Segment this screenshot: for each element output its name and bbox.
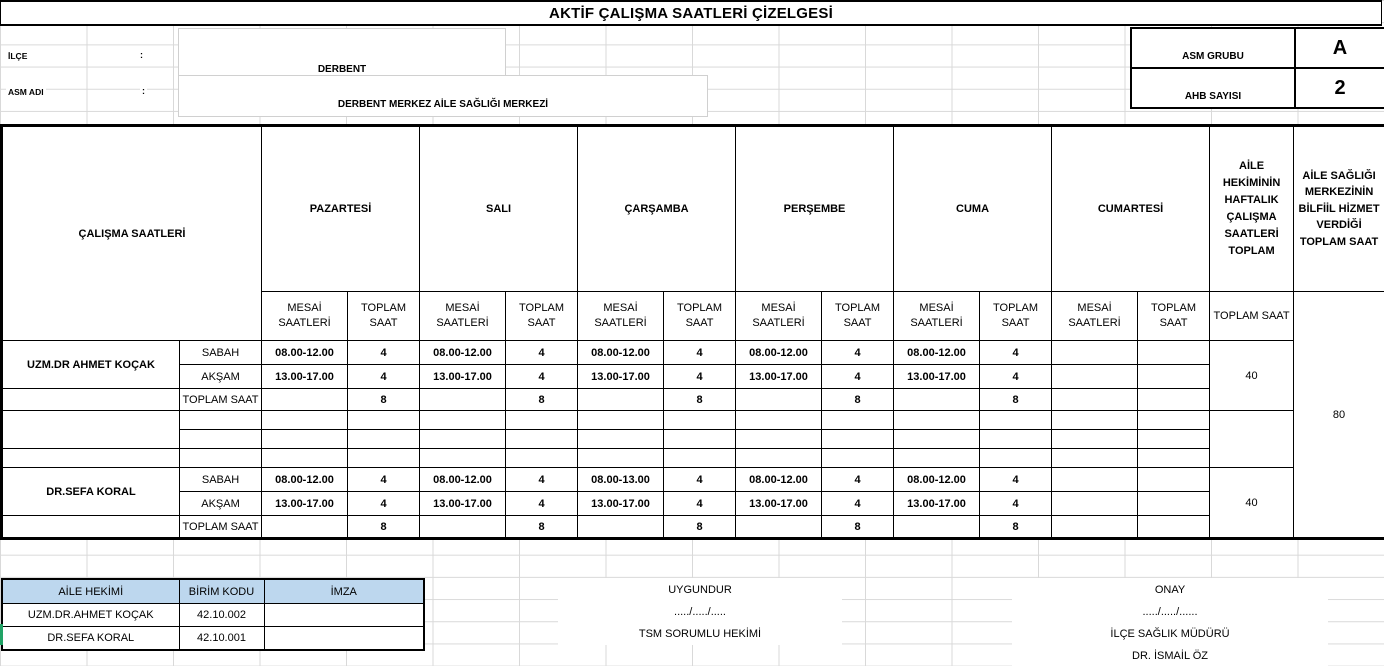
day-header-cumartesi: CUMARTESİ xyxy=(1052,126,1210,292)
doctor-name-cell[interactable]: DR.SEFA KORAL xyxy=(2,468,180,516)
data-cell[interactable] xyxy=(1052,516,1138,539)
empty-cell[interactable] xyxy=(262,430,348,449)
data-cell[interactable] xyxy=(578,516,664,539)
data-cell[interactable]: 08.00-12.00 xyxy=(262,468,348,492)
data-cell[interactable] xyxy=(894,516,980,539)
data-cell[interactable]: 8 xyxy=(822,389,894,411)
empty-cell[interactable] xyxy=(506,430,578,449)
weekly-total-cell[interactable]: 40 xyxy=(1210,341,1294,411)
data-cell[interactable]: 4 xyxy=(664,341,736,365)
subheader-toplam: TOPLAM SAAT xyxy=(506,292,578,341)
empty-cell[interactable] xyxy=(736,430,822,449)
data-cell[interactable]: 4 xyxy=(980,492,1052,516)
ilce-label: İLÇE xyxy=(8,51,28,61)
empty-cell[interactable] xyxy=(1052,411,1138,430)
weekly-total-cell[interactable]: 40 xyxy=(1210,468,1294,539)
empty-cell[interactable] xyxy=(1138,449,1210,468)
data-cell[interactable] xyxy=(1138,516,1210,539)
data-cell[interactable]: 4 xyxy=(822,341,894,365)
asm-adi-value-cell[interactable]: DERBENT MERKEZ AİLE SAĞLIĞI MERKEZİ xyxy=(178,75,708,117)
data-cell[interactable]: 8 xyxy=(822,516,894,539)
signature-imza-cell[interactable] xyxy=(264,604,424,627)
empty-cell[interactable] xyxy=(894,430,980,449)
row-label-aksam: AKŞAM xyxy=(180,492,262,516)
data-cell[interactable]: 8 xyxy=(506,516,578,539)
data-cell[interactable]: 8 xyxy=(348,516,420,539)
empty-cell[interactable] xyxy=(348,430,420,449)
data-cell[interactable] xyxy=(1052,492,1138,516)
empty-cell[interactable] xyxy=(1138,411,1210,430)
corner-header-calisma-saatleri: ÇALIŞMA SAATLERİ xyxy=(2,126,262,341)
day-header-persembe: PERŞEMBE xyxy=(736,126,894,292)
subheader-toplam: TOPLAM SAAT xyxy=(348,292,420,341)
onay-title: ONAY xyxy=(1154,583,1186,596)
data-cell[interactable] xyxy=(262,389,348,411)
ahb-count-label: AHB SAYISI xyxy=(1132,69,1296,107)
data-cell[interactable]: 08.00-12.00 xyxy=(420,341,506,365)
data-cell[interactable] xyxy=(420,516,506,539)
data-cell[interactable]: 8 xyxy=(664,389,736,411)
data-cell[interactable]: 13.00-17.00 xyxy=(262,365,348,389)
empty-doctor-name-cell[interactable] xyxy=(2,411,180,449)
data-cell[interactable]: 13.00-17.00 xyxy=(894,492,980,516)
day-header-pazartesi: PAZARTESİ xyxy=(262,126,420,292)
signature-imza-cell[interactable] xyxy=(264,627,424,651)
data-cell[interactable]: 4 xyxy=(980,341,1052,365)
empty-cell[interactable] xyxy=(2,389,180,411)
empty-cell[interactable] xyxy=(980,449,1052,468)
page-title: AKTİF ÇALIŞMA SAATLERİ ÇİZELGESİ xyxy=(0,0,1382,26)
data-cell[interactable]: 4 xyxy=(664,492,736,516)
data-cell[interactable]: 13.00-17.00 xyxy=(578,492,664,516)
uygundur-signer-title: TSM SORUMLU HEKİMİ xyxy=(638,628,762,640)
onay-date-line: ...../...../...... xyxy=(1142,606,1198,618)
data-cell[interactable] xyxy=(1138,468,1210,492)
data-cell[interactable] xyxy=(1138,341,1210,365)
data-cell[interactable]: 4 xyxy=(664,468,736,492)
data-cell[interactable]: 08.00-13.00 xyxy=(578,468,664,492)
empty-cell[interactable] xyxy=(2,449,180,468)
data-cell[interactable] xyxy=(1052,389,1138,411)
data-cell[interactable]: 4 xyxy=(822,492,894,516)
subheader-mesai: MESAİ SAATLERİ xyxy=(1052,292,1138,341)
empty-cell[interactable] xyxy=(1052,449,1138,468)
subheader-toplam: TOPLAM SAAT xyxy=(1138,292,1210,341)
data-cell[interactable] xyxy=(736,389,822,411)
weekly-subheader-toplam: TOPLAM SAAT xyxy=(1210,292,1294,341)
data-cell[interactable]: 8 xyxy=(348,389,420,411)
data-cell[interactable]: 4 xyxy=(506,365,578,389)
data-cell[interactable] xyxy=(262,516,348,539)
signature-header-aile-hekimi: AİLE HEKİMİ xyxy=(2,579,179,604)
empty-cell[interactable] xyxy=(578,449,664,468)
data-cell[interactable] xyxy=(420,389,506,411)
empty-cell[interactable] xyxy=(980,430,1052,449)
ilce-colon: : xyxy=(140,50,143,60)
empty-cell[interactable] xyxy=(894,411,980,430)
signature-header-birim-kodu: BİRİM KODU xyxy=(179,579,264,604)
empty-cell[interactable] xyxy=(262,411,348,430)
empty-cell[interactable] xyxy=(736,449,822,468)
data-cell[interactable]: 13.00-17.00 xyxy=(262,492,348,516)
empty-cell[interactable] xyxy=(822,430,894,449)
empty-cell[interactable] xyxy=(180,411,262,430)
data-cell[interactable]: 4 xyxy=(348,468,420,492)
signature-unit-code[interactable]: 42.10.001 xyxy=(179,627,264,651)
data-cell[interactable] xyxy=(1052,468,1138,492)
data-cell[interactable]: 13.00-17.00 xyxy=(736,365,822,389)
empty-cell[interactable] xyxy=(180,430,262,449)
grand-total-cell[interactable]: 80 xyxy=(1294,292,1384,539)
data-cell[interactable]: 4 xyxy=(348,492,420,516)
asm-group-box xyxy=(1130,27,1384,109)
empty-cell[interactable] xyxy=(578,430,664,449)
signature-table xyxy=(1,578,425,651)
empty-cell[interactable] xyxy=(262,449,348,468)
asm-group-value-cell[interactable]: A xyxy=(1332,36,1348,59)
uygundur-approval-block xyxy=(558,578,842,645)
data-cell[interactable]: 4 xyxy=(506,341,578,365)
asm-adi-label: ASM ADI xyxy=(8,87,44,97)
empty-cell[interactable] xyxy=(420,411,506,430)
asm-adi-colon: : xyxy=(142,86,145,96)
signature-doctor-name[interactable]: DR.SEFA KORAL xyxy=(2,627,179,651)
data-cell[interactable]: 8 xyxy=(506,389,578,411)
empty-cell[interactable] xyxy=(420,430,506,449)
subheader-mesai: MESAİ SAATLERİ xyxy=(578,292,664,341)
data-cell[interactable]: 08.00-12.00 xyxy=(736,341,822,365)
empty-cell[interactable] xyxy=(348,449,420,468)
subheader-toplam: TOPLAM SAAT xyxy=(664,292,736,341)
data-cell[interactable]: 08.00-12.00 xyxy=(894,468,980,492)
subheader-toplam: TOPLAM SAAT xyxy=(822,292,894,341)
data-cell[interactable]: 08.00-12.00 xyxy=(262,341,348,365)
empty-cell[interactable] xyxy=(506,411,578,430)
data-cell[interactable]: 08.00-12.00 xyxy=(420,468,506,492)
onay-approval-block xyxy=(1012,578,1328,666)
empty-cell[interactable] xyxy=(664,430,736,449)
signature-unit-code[interactable]: 42.10.002 xyxy=(179,604,264,627)
ahb-count-row xyxy=(1132,69,1384,107)
data-cell[interactable]: 4 xyxy=(348,365,420,389)
data-cell[interactable]: 8 xyxy=(664,516,736,539)
data-cell[interactable] xyxy=(894,389,980,411)
grand-total-header: AİLE SAĞLIĞI MERKEZİNİN BİLFİİL HİZMET VERDİĞİ TOPLAM SAAT xyxy=(1294,126,1384,292)
data-cell[interactable]: 4 xyxy=(664,365,736,389)
data-cell[interactable]: 4 xyxy=(506,492,578,516)
subheader-mesai: MESAİ SAATLERİ xyxy=(736,292,822,341)
data-cell[interactable] xyxy=(1052,341,1138,365)
data-cell[interactable]: 08.00-12.00 xyxy=(894,341,980,365)
empty-cell[interactable] xyxy=(822,411,894,430)
data-cell[interactable]: 4 xyxy=(980,365,1052,389)
data-cell[interactable]: 4 xyxy=(980,468,1052,492)
data-cell[interactable] xyxy=(1138,492,1210,516)
uygundur-title: UYGUNDUR xyxy=(668,583,732,596)
empty-cell[interactable] xyxy=(348,411,420,430)
subheader-toplam: TOPLAM SAAT xyxy=(980,292,1052,341)
empty-cell[interactable] xyxy=(822,449,894,468)
data-cell[interactable]: 08.00-12.00 xyxy=(578,341,664,365)
doctor-name-cell[interactable]: UZM.DR AHMET KOÇAK xyxy=(2,341,180,389)
empty-cell[interactable] xyxy=(1052,430,1138,449)
data-cell[interactable]: 08.00-12.00 xyxy=(736,468,822,492)
empty-weekly-total-cell[interactable] xyxy=(1210,411,1294,468)
data-cell[interactable]: 8 xyxy=(980,389,1052,411)
empty-cell[interactable] xyxy=(736,411,822,430)
row-label-toplam: TOPLAM SAAT xyxy=(180,516,262,539)
ilce-value-cell[interactable]: DERBENT xyxy=(178,28,506,83)
data-cell[interactable]: 13.00-17.00 xyxy=(736,492,822,516)
data-cell[interactable] xyxy=(736,516,822,539)
empty-cell[interactable] xyxy=(180,449,262,468)
empty-cell[interactable] xyxy=(894,449,980,468)
row-label-toplam: TOPLAM SAAT xyxy=(180,389,262,411)
uygundur-date-line: ...../...../..... xyxy=(674,606,726,618)
empty-cell[interactable] xyxy=(578,411,664,430)
empty-cell[interactable] xyxy=(2,516,180,539)
data-cell[interactable] xyxy=(578,389,664,411)
subheader-mesai: MESAİ SAATLERİ xyxy=(420,292,506,341)
data-cell[interactable]: 4 xyxy=(506,468,578,492)
data-cell[interactable]: 8 xyxy=(980,516,1052,539)
data-cell[interactable]: 4 xyxy=(822,365,894,389)
data-cell[interactable]: 13.00-17.00 xyxy=(894,365,980,389)
ahb-count-value-cell[interactable]: 2 xyxy=(1334,76,1346,99)
data-cell[interactable]: 4 xyxy=(822,468,894,492)
data-cell[interactable]: 13.00-17.00 xyxy=(578,365,664,389)
empty-cell[interactable] xyxy=(1138,430,1210,449)
empty-cell[interactable] xyxy=(664,411,736,430)
data-cell[interactable]: 13.00-17.00 xyxy=(420,365,506,389)
subheader-mesai: MESAİ SAATLERİ xyxy=(894,292,980,341)
asm-group-row xyxy=(1132,29,1384,69)
row-label-aksam: AKŞAM xyxy=(180,365,262,389)
signature-header-imza: İMZA xyxy=(264,579,424,604)
signature-doctor-name[interactable]: UZM.DR.AHMET KOÇAK xyxy=(2,604,179,627)
day-header-cuma: CUMA xyxy=(894,126,1052,292)
empty-cell[interactable] xyxy=(664,449,736,468)
onay-signer-title: İLÇE SAĞLIK MÜDÜRÜ xyxy=(1110,628,1230,640)
empty-cell[interactable] xyxy=(420,449,506,468)
data-cell[interactable] xyxy=(1138,389,1210,411)
data-cell[interactable]: 13.00-17.00 xyxy=(420,492,506,516)
row-label-sabah: SABAH xyxy=(180,468,262,492)
weekly-total-header: AİLE HEKİMİNİN HAFTALIK ÇALIŞMA SAATLERİ TOPLAM xyxy=(1210,126,1294,292)
row-label-sabah: SABAH xyxy=(180,341,262,365)
empty-cell[interactable] xyxy=(980,411,1052,430)
active-cell-indicator xyxy=(0,624,3,645)
data-cell[interactable] xyxy=(1052,365,1138,389)
day-header-sali: SALI xyxy=(420,126,578,292)
subheader-mesai: MESAİ SAATLERİ xyxy=(262,292,348,341)
data-cell[interactable] xyxy=(1138,365,1210,389)
data-cell[interactable]: 4 xyxy=(348,341,420,365)
asm-group-label: ASM GRUBU xyxy=(1132,29,1296,67)
onay-signer-name: DR. İSMAİL ÖZ xyxy=(1132,650,1208,662)
day-header-carsamba: ÇARŞAMBA xyxy=(578,126,736,292)
empty-cell[interactable] xyxy=(506,449,578,468)
schedule-table xyxy=(0,124,1384,540)
